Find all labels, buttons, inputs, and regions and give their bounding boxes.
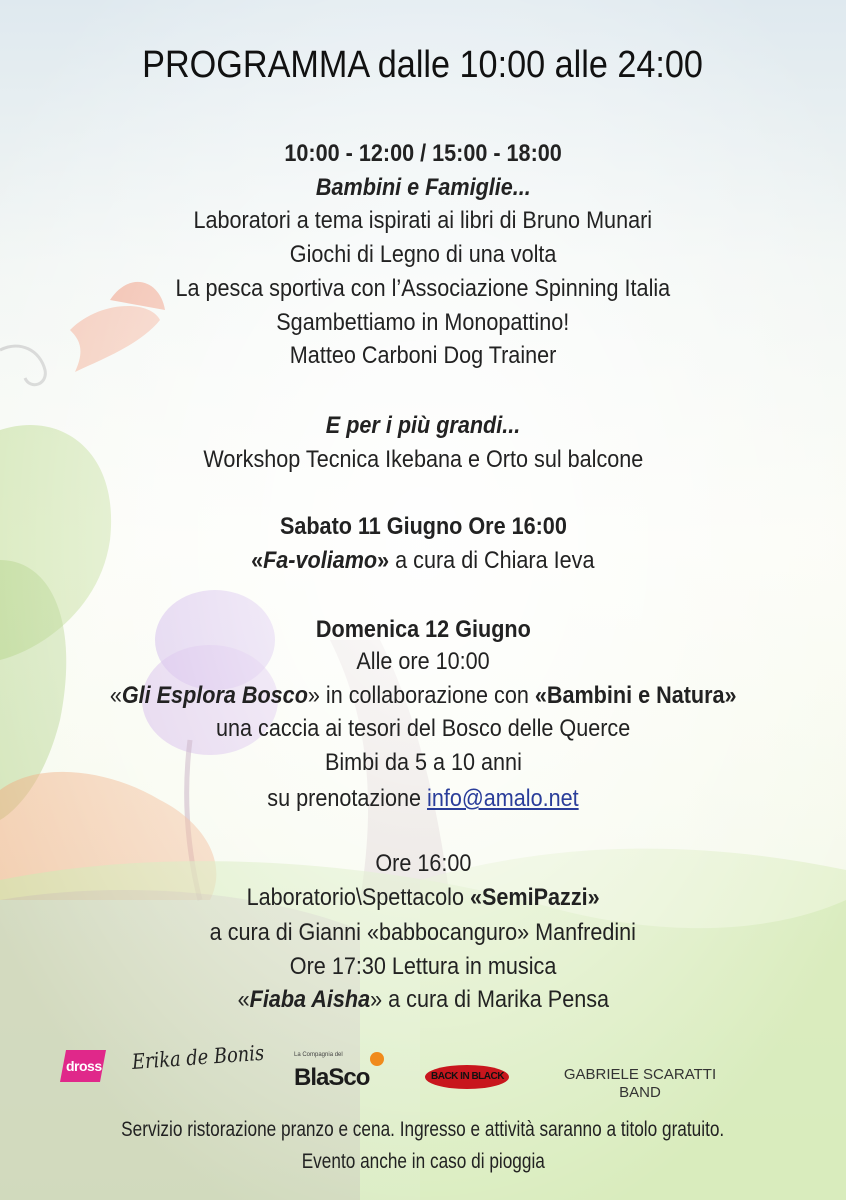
back-in-black-logo [424, 1064, 510, 1090]
kids-item: Giochi di Legno di una volta [289, 241, 557, 268]
booking-text: su prenotazione [267, 785, 428, 812]
blasco-logo-subtitle: La Compagnia del [294, 1052, 343, 1058]
collaboration-text: in collaborazione con [319, 682, 535, 709]
booking-line [0, 785, 846, 813]
saturday-quote-open: « [251, 547, 264, 574]
blasco-logo-text: BlaSco [294, 1064, 370, 1091]
sunday-quote-open: « [109, 682, 122, 709]
kids-item: Sgambettiamo in Monopattino! [276, 309, 570, 336]
kids-item: Matteo Carboni Dog Trainer [289, 342, 557, 369]
sunday-time-morning: Alle ore 10:00 [356, 648, 490, 675]
sunday-heading: Domenica 12 Giugno [315, 616, 531, 643]
sunday-age-range: Bimbi da 5 a 10 anni [324, 749, 522, 776]
saturday-quote-close: » [377, 547, 390, 574]
reading-line: Ore 17:30 Lettura in musica [289, 953, 557, 980]
saturday-event-credit: a cura di Chiara Ieva [389, 547, 595, 574]
kids-time-heading: 10:00 - 12:00 / 15:00 - 18:00 [284, 140, 562, 167]
footer-weather-note: Evento anche in caso di pioggia [301, 1150, 545, 1173]
adults-heading: E per i più grandi... [325, 412, 521, 439]
dross-logo [60, 1048, 122, 1084]
show-name: «SemiPazzi» [469, 884, 600, 911]
sunday-event-line [0, 682, 846, 710]
page-title: PROGRAMMA dalle 10:00 alle 24:00 [142, 44, 704, 86]
show-credit: a cura di Gianni «babbocanguro» Manfredini [209, 919, 637, 946]
gabriele-scaratti-band-logo [530, 1066, 750, 1102]
reading-credit: a cura di Marika Pensa [381, 986, 609, 1013]
reading-event-name: Fiaba Aisha [249, 986, 370, 1013]
show-type: Laboratorio\Spettacolo [246, 884, 470, 911]
kids-heading: Bambini e Famiglie... [315, 174, 531, 201]
reading-event-line [0, 986, 846, 1014]
sunday-time-afternoon: Ore 16:00 [374, 850, 472, 877]
partner-name: «Bambini e Natura» [534, 682, 737, 709]
footer-services: Servizio ristorazione pranzo e cena. Ingresso e attività saranno a titolo gratuito. [121, 1118, 725, 1141]
sunday-event-name: Gli Esplora Bosco [121, 682, 308, 709]
sunday-quote-close: » [307, 682, 320, 709]
saturday-event-line [0, 547, 846, 575]
show-line [0, 884, 846, 912]
erika-de-bonis-logo [131, 1040, 265, 1090]
band-text: BAND [619, 1084, 661, 1101]
dross-logo-text: dross [66, 1058, 102, 1074]
booking-email-link[interactable]: info@amalo.net [427, 785, 579, 812]
erika-de-bonis-signature: Erika de Bonis [131, 1040, 265, 1074]
back-in-black-logo-text: BACK IN BLACK [431, 1071, 504, 1082]
blasco-character-icon [370, 1052, 384, 1066]
adults-item: Workshop Tecnica Ikebana e Orto sul balcone [203, 446, 643, 473]
reading-quote-close: » [369, 986, 382, 1013]
kids-item: Laboratori a tema ispirati ai libri di Bruno Munari [193, 207, 653, 234]
kids-item: La pesca sportiva con l’Associazione Spinning Italia [175, 275, 671, 302]
sunday-description: una caccia ai tesori del Bosco delle Querce [215, 715, 631, 742]
saturday-event-name: Fa-voliamo [263, 547, 378, 574]
reading-quote-open: « [237, 986, 250, 1013]
saturday-heading: Sabato 11 Giugno Ore 16:00 [279, 513, 567, 540]
blasco-logo [292, 1052, 392, 1098]
gabriele-scaratti-text: GABRIELE SCARATTI [563, 1066, 717, 1083]
